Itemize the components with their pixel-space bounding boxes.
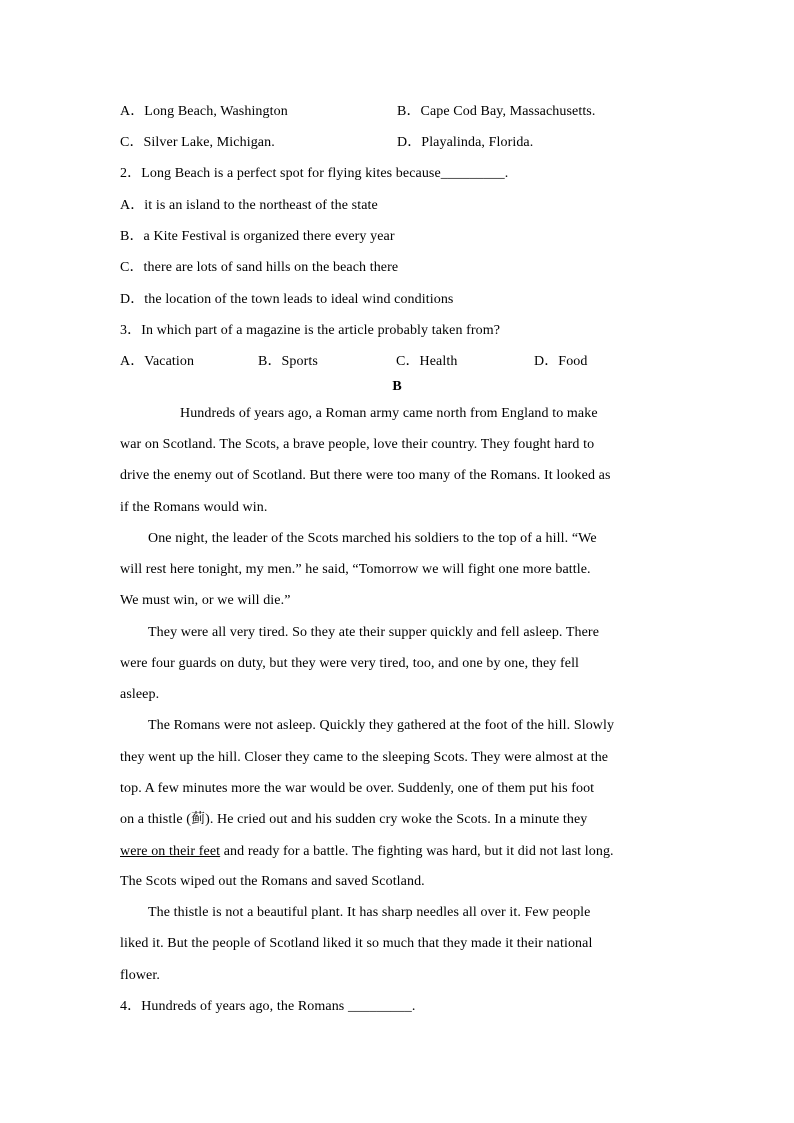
section-title: B [392, 379, 402, 394]
q4-stem-text: 4．Hundreds of years ago, the Romans [120, 999, 348, 1014]
q3-option-d: D．Food [534, 354, 588, 369]
passage-line: will rest here tonight, my men.” he said, “Tomorrow we will fight one more battle. [120, 562, 591, 577]
q2-option-c: C．there are lots of sand hills on the beach there [120, 260, 399, 275]
passage-line: The thistle is not a beautiful plant. It has sharp needles all over it. Few people [148, 905, 591, 920]
q4-stem-end: . [411, 999, 416, 1014]
passage-line [120, 842, 614, 862]
passage-line: They were all very tired. So they ate their supper quickly and fell asleep. There [148, 625, 600, 640]
q2-blank: _________ [440, 166, 505, 181]
passage-line: flower. [120, 968, 160, 983]
passage-line: drive the enemy out of Scotland. But there were too many of the Romans. It looked as [120, 468, 611, 483]
q2-option-a: A．it is an island to the northeast of the state [120, 198, 378, 213]
q4-stem [120, 997, 415, 1017]
q1-option-a: A．Long Beach, Washington [120, 104, 288, 119]
passage-line: The Romans were not asleep. Quickly they gathered at the foot of the hill. Slowly [148, 718, 615, 733]
q1-option-d: D．Playalinda, Florida. [397, 135, 534, 150]
passage-line: top. A few minutes more the war would be over. Suddenly, one of them put his foot [120, 781, 595, 796]
q3-option-a: A．Vacation [120, 354, 195, 369]
q3-option-b: B．Sports [258, 354, 318, 369]
q3-stem: 3．In which part of a magazine is the article probably taken from? [120, 323, 501, 338]
passage-line: One night, the leader of the Scots marched his soldiers to the top of a hill. “We [148, 531, 597, 546]
q1-option-b: B．Cape Cod Bay, Massachusetts. [397, 104, 596, 119]
q2-option-b: B．a Kite Festival is organized there every year [120, 229, 395, 244]
passage-line: war on Scotland. The Scots, a brave people, love their country. They fought hard to [120, 437, 595, 452]
q2-stem-text: 2．Long Beach is a perfect spot for flying kites because [120, 166, 441, 181]
q3-option-c: C．Health [396, 354, 458, 369]
passage-line: were four guards on duty, but they were very tired, too, and one by one, they fell [120, 656, 580, 671]
q2-stem-end: . [504, 166, 509, 181]
q2-stem [120, 164, 508, 184]
q2-option-d: D．the location of the town leads to ideal wind conditions [120, 292, 454, 307]
passage-line: liked it. But the people of Scotland liked it so much that they made it their national [120, 936, 593, 951]
passage-line: asleep. [120, 687, 160, 702]
q4-blank: _________ [347, 999, 412, 1014]
passage-line: We must win, or we will die.” [120, 593, 291, 608]
passage-line: The Scots wiped out the Romans and saved Scotland. [120, 874, 425, 889]
q1-option-c: C．Silver Lake, Michigan. [120, 135, 275, 150]
q3-options [120, 352, 588, 372]
passage-line-rest: and ready for a battle. The fighting was hard, but it did not last long. [220, 844, 614, 859]
passage-line: they went up the hill. Closer they came to the sleeping Scots. They were almost at the [120, 750, 609, 765]
passage-line: Hundreds of years ago, a Roman army came north from England to make [180, 406, 598, 421]
underlined-phrase: were on their feet [120, 844, 221, 859]
passage-line: if the Romans would win. [120, 500, 268, 515]
passage-line: on a thistle (蓟). He cried out and his sudden cry woke the Scots. In a minute they [120, 812, 588, 827]
